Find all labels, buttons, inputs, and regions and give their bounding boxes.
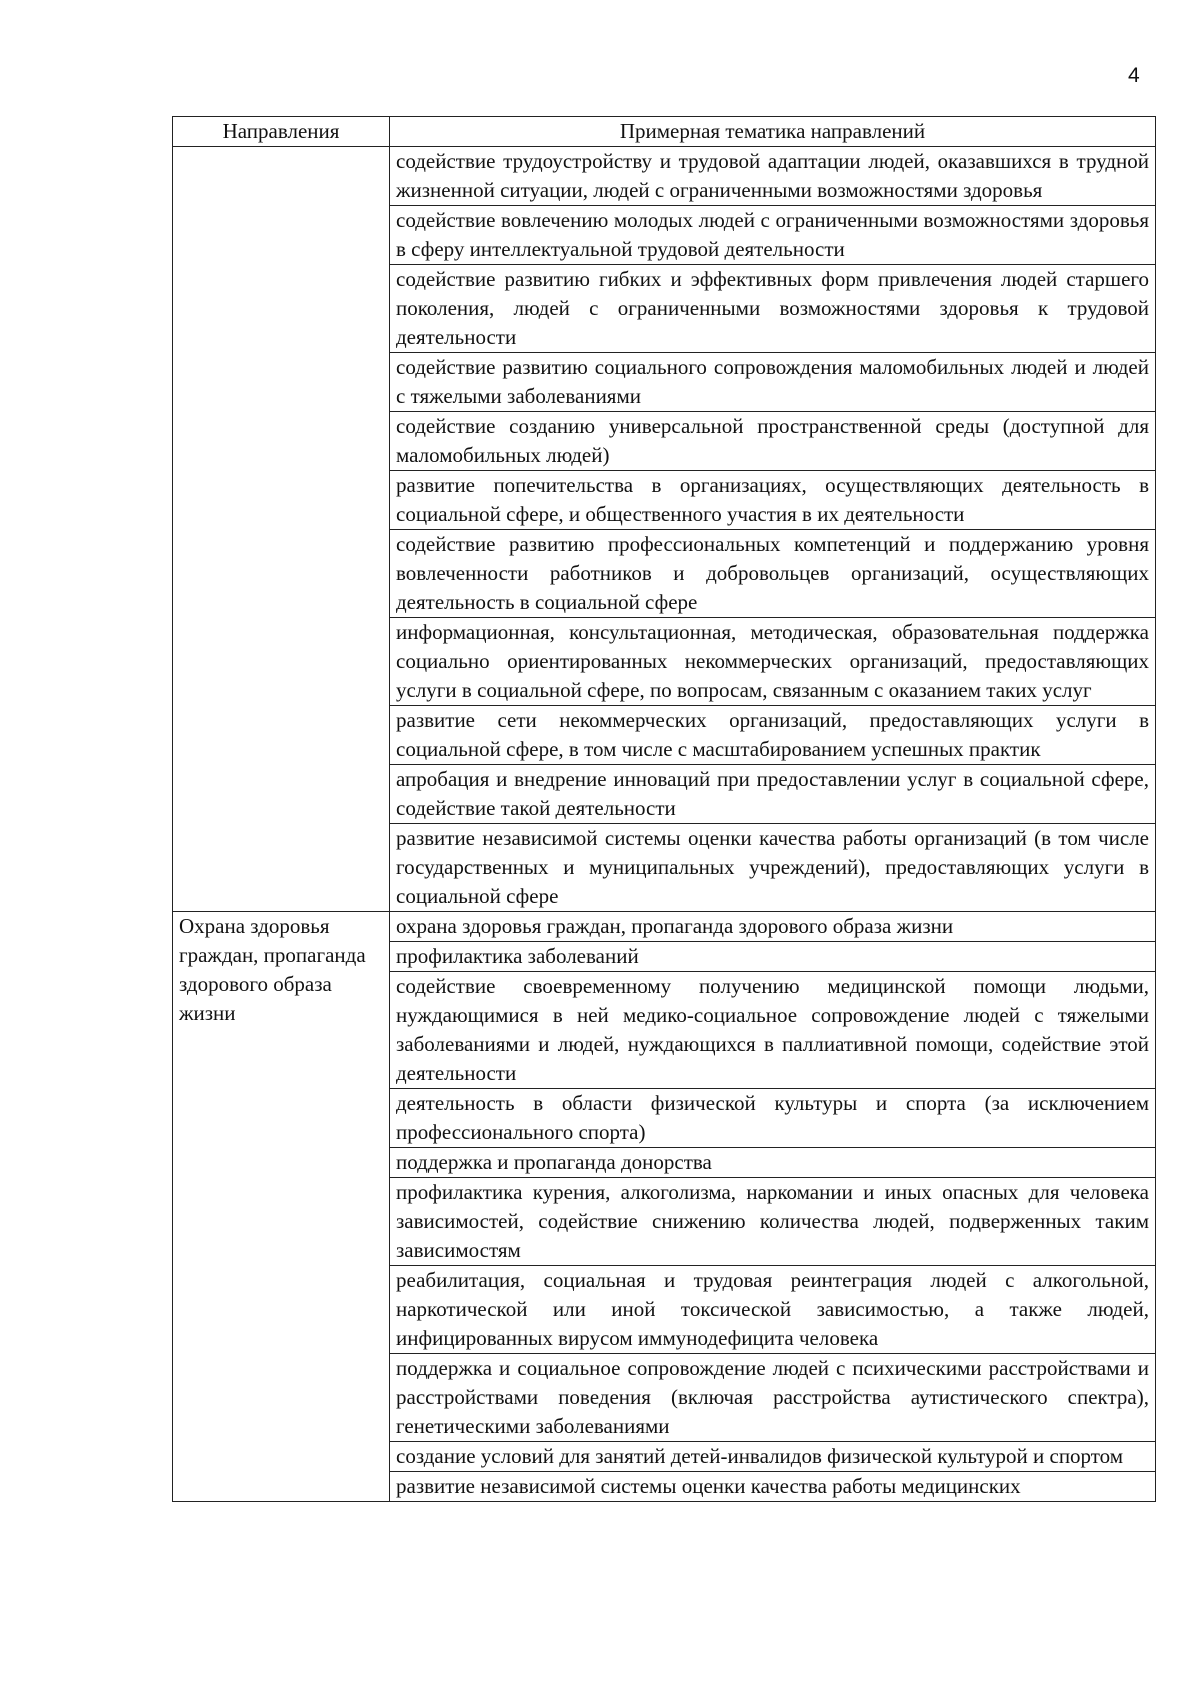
topic-cell: создание условий для занятий детей-инвалидов физической культурой и спортом: [390, 1442, 1156, 1472]
topic-cell: охрана здоровья граждан, пропаганда здорового образа жизни: [390, 912, 1156, 942]
topic-cell: поддержка и пропаганда донорства: [390, 1148, 1156, 1178]
topic-cell: профилактика заболеваний: [390, 942, 1156, 972]
direction-cell-health: Охрана здоровья граждан, пропаганда здорового образа жизни: [173, 912, 390, 1502]
header-topics: Примерная тематика направлений: [390, 117, 1156, 147]
table-row: [173, 912, 1156, 942]
table-row: [173, 147, 1156, 206]
topic-cell: содействие вовлечению молодых людей с ограниченными возможностями здоровья в сферу интеллектуальной трудовой деятельности: [390, 206, 1156, 265]
topic-cell: содействие своевременному получению медицинской помощи людьми, нуждающимися в ней медико-социальное сопровождение людей с тяжелыми заболеваниями и людей, нуждающихся в паллиативной помощи, содействие этой деятельности: [390, 972, 1156, 1089]
topic-cell: содействие созданию универсальной пространственной среды (доступной для маломобильных людей): [390, 412, 1156, 471]
topic-cell: содействие развитию профессиональных компетенций и поддержанию уровня вовлеченности работников и добровольцев организаций, осуществляющих деятельность в социальной сфере: [390, 530, 1156, 618]
topic-cell: содействие развитию гибких и эффективных форм привлечения людей старшего поколения, людей с ограниченными возможностями здоровья к трудовой деятельности: [390, 265, 1156, 353]
topic-cell: развитие сети некоммерческих организаций, предоставляющих услуги в социальной сфере, в том числе с масштабированием успешных практик: [390, 706, 1156, 765]
topic-cell: развитие попечительства в организациях, осуществляющих деятельность в социальной сфере, и общественного участия в их деятельности: [390, 471, 1156, 530]
topic-cell: развитие независимой системы оценки качества работы организаций (в том числе государственных и муниципальных учреждений), предоставляющих услуги в социальной сфере: [390, 824, 1156, 912]
topic-cell: содействие развитию социального сопровождения маломобильных людей и людей с тяжелыми заболеваниями: [390, 353, 1156, 412]
topic-cell: содействие трудоустройству и трудовой адаптации людей, оказавшихся в трудной жизненной ситуации, людей с ограниченными возможностями здоровья: [390, 147, 1156, 206]
topic-cell: деятельность в области физической культуры и спорта (за исключением профессионального спорта): [390, 1089, 1156, 1148]
direction-cell: [173, 147, 390, 912]
topic-cell: поддержка и социальное сопровождение людей с психическими расстройствами и расстройствами поведения (включая расстройства аутистического спектра), генетическими заболеваниями: [390, 1354, 1156, 1442]
topic-cell: реабилитация, социальная и трудовая реинтеграция людей с алкогольной, наркотической или иной токсической зависимостью, а также людей, инфицированных вирусом иммунодефицита человека: [390, 1266, 1156, 1354]
directions-table: [172, 116, 1156, 1502]
topic-cell: информационная, консультационная, методическая, образовательная поддержка социально ориентированных некоммерческих организаций, предоставляющих услуги в социальной сфере, по вопросам, связанным с оказанием таких услуг: [390, 618, 1156, 706]
header-directions: Направления: [173, 117, 390, 147]
page-number: 4: [1128, 64, 1140, 87]
topic-cell: профилактика курения, алкоголизма, наркомании и иных опасных для человека зависимостей, содействие снижению количества людей, подверженных таким зависимостям: [390, 1178, 1156, 1266]
table-header-row: [173, 117, 1156, 147]
topic-cell: развитие независимой системы оценки качества работы медицинских: [390, 1472, 1156, 1502]
topic-cell: апробация и внедрение инноваций при предоставлении услуг в социальной сфере, содействие такой деятельности: [390, 765, 1156, 824]
